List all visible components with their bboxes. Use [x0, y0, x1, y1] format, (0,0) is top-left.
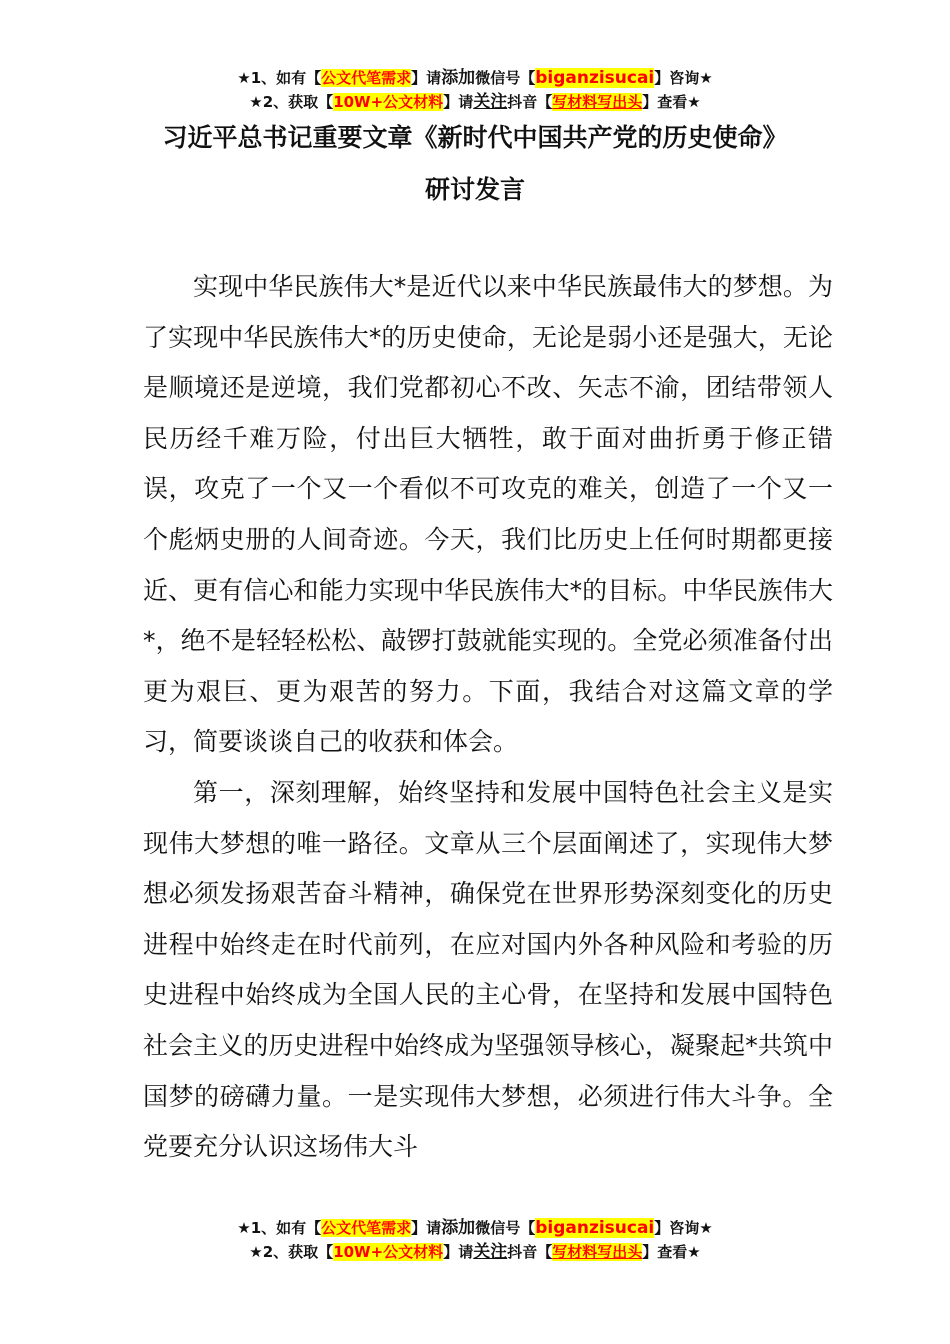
promo-highlight-douyin: 写材料写出头: [552, 93, 643, 111]
header-promo-banner: [0, 66, 950, 114]
promo-highlight-service: 公文代笔需求: [321, 1219, 412, 1237]
promo-line-2: ★2、获取【10W+公文材料】请关注抖音【写材料写出头】查看★: [249, 1242, 701, 1262]
document-body: [143, 262, 833, 1173]
body-paragraph: 实现中华民族伟大*是近代以来中华民族最伟大的梦想。为了实现中华民族伟大*的历史使命，无论是弱小还是强大，无论是顺境还是逆境，我们党都初心不改、矢志不渝，团结带领人民历经千难万险，付出巨大牺牲，敢于面对曲折勇于修正错误，攻克了一个又一个看似不可攻克的难关，创造了一个又一个彪炳史册的人间奇迹。今天，我们比历史上任何时期都更接近、更有信心和能力实现中华民族伟大*的目标。中华民族伟大*，绝不是轻轻松松、敲锣打鼓就能实现的。全党必须准备付出更为艰巨、更为艰苦的努力。下面，我结合对这篇文章的学习，简要谈谈自己的收获和体会。: [143, 272, 833, 757]
promo-line-1: ★1、如有【公文代笔需求】请添加微信号【biganzisucai】咨询★: [237, 68, 713, 88]
promo-highlight-service: 公文代笔需求: [321, 69, 412, 87]
promo-line-2: ★2、获取【10W+公文材料】请关注抖音【写材料写出头】查看★: [249, 92, 701, 112]
promo-highlight-wechat-id: biganzisucai: [535, 1218, 655, 1238]
document-title: 习近平总书记重要文章《新时代中国共产党的历史使命》: [162, 123, 788, 152]
body-paragraph: 第一，深刻理解，始终坚持和发展中国特色社会主义是实现伟大梦想的唯一路径。文章从三个层面阐述了，实现伟大梦想必须发扬艰苦奋斗精神，确保党在世界形势深刻变化的历史进程中始终走在时代前列，在应对国内外各种风险和考验的历史进程中始终成为全国人民的主心骨，在坚持和发展中国特色社会主义的历史进程中始终成为坚强领导核心，凝聚起*共筑中国梦的磅礴力量。一是实现伟大梦想，必须进行伟大斗争。全党要充分认识这场伟大斗: [143, 777, 833, 1162]
promo-line-1: ★1、如有【公文代笔需求】请添加微信号【biganzisucai】咨询★: [237, 1218, 713, 1238]
promo-highlight-materials: 10W+公文材料: [333, 1243, 444, 1261]
footer-promo-banner: [0, 1216, 950, 1264]
promo-highlight-materials: 10W+公文材料: [333, 93, 444, 111]
document-subtitle: 研讨发言: [424, 175, 525, 204]
promo-highlight-wechat-id: biganzisucai: [535, 68, 655, 88]
promo-highlight-douyin: 写材料写出头: [552, 1243, 643, 1261]
